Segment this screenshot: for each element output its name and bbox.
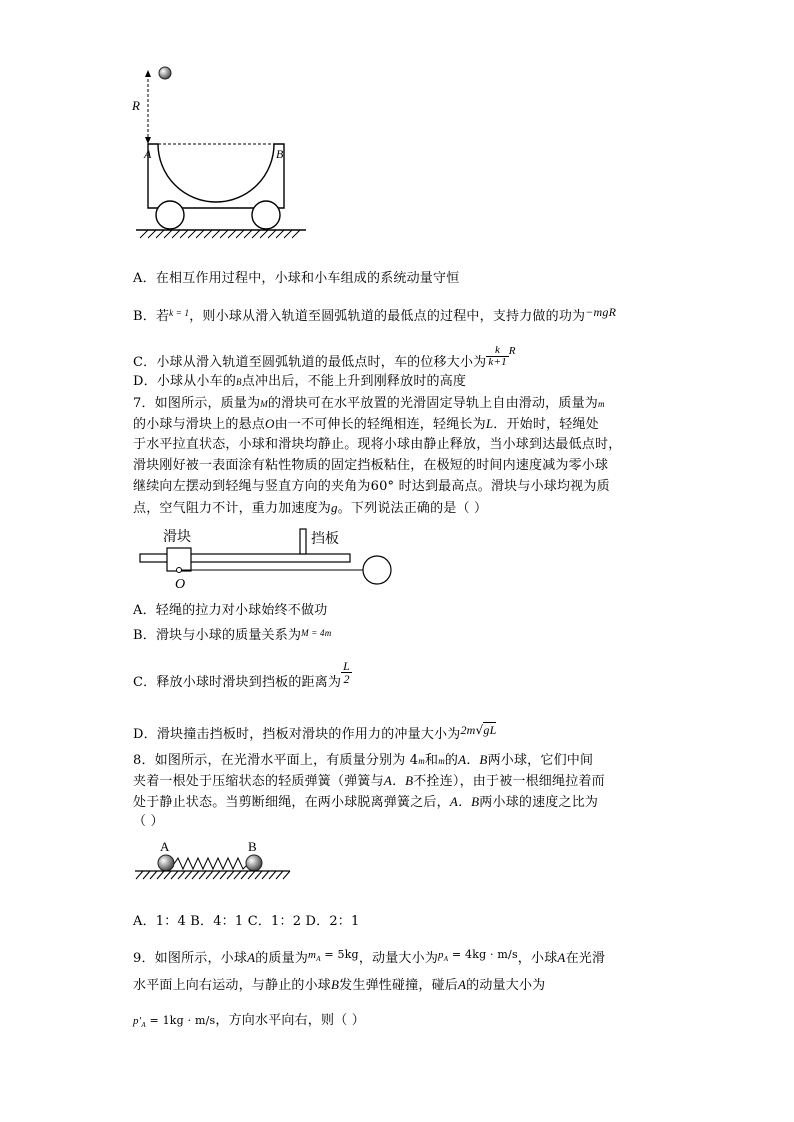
r-arrow-head-up <box>145 70 151 77</box>
q9-line-2-A: A <box>457 977 467 992</box>
q9-momentum-value: = 4kg · m/s <box>448 948 518 961</box>
q8-options: A．1：4 B．4：1 C．1：2 D．2：1 <box>133 914 360 929</box>
q8-line-1-c: 的 <box>444 753 459 768</box>
q6-option-d-pre: D．小球从小车的 <box>133 374 237 389</box>
q9-line-2 <box>133 976 545 995</box>
pivot-o <box>177 568 182 573</box>
cart-figure-svg <box>120 58 320 243</box>
q7-option-c-pre: C．释放小球时滑块到挡板的距离为 <box>133 675 342 690</box>
q9-line-2-a: 水平面上向右运动，与静止的小球 <box>133 978 332 993</box>
label-r: R <box>132 98 140 113</box>
falling-ball <box>159 67 171 79</box>
q8-line-1-m: m <box>418 756 425 766</box>
q6-option-c-pre: C．小球从滑入轨道至圆弧轨道的最低点时，车的位移大小为 <box>133 355 487 370</box>
q7-line-3: 于水平拉直状态，小球和滑块均静止。现将小球由静止释放，当小球到达最低点时， <box>133 437 622 452</box>
q7-option-d-val-a: 2m <box>460 723 476 737</box>
q6-option-c-frac <box>486 345 508 368</box>
label-ball-b: B <box>248 839 257 854</box>
q9-line-1-b: 的质量为 <box>255 951 309 966</box>
q9-line-3-b: ，方向水平向右，则（ ） <box>215 1013 365 1028</box>
q9-line-2-c: 的动量大小为 <box>466 978 546 993</box>
q7-line-2-b: 由一不可伸长的轻绳相连，轻绳长为 <box>274 417 486 432</box>
cart-body <box>148 144 284 208</box>
q9-mass-sub: A <box>316 955 321 964</box>
q6-option-b <box>133 303 616 326</box>
q7-line-4: 滑块刚好被一表面涂有粘性物质的固定挡板粘住，在极短的时间内速度减为零小球 <box>133 458 609 473</box>
q7-line-6-a: 点，空气阻力不计，重力加速度为 <box>133 501 332 516</box>
q6-option-c-r: R <box>508 345 516 357</box>
q9-line-3 <box>133 1012 365 1034</box>
spring-figure <box>130 838 300 888</box>
q9-momentum-after-sub: A <box>141 1021 146 1030</box>
q7-line-6-g: g <box>331 500 338 515</box>
q9-line-1-d: ，小球 <box>517 951 558 966</box>
cart-wheel-left <box>156 201 184 229</box>
q6-option-c-num: k <box>486 345 508 357</box>
q8-line-3 <box>133 793 598 812</box>
q9-momentum-symbol: p <box>438 949 444 961</box>
q8-line-2-b: 不拴连），由于被一根细绳拉着而 <box>413 774 605 789</box>
pendulum-ball <box>363 556 391 584</box>
q6-option-b-val: −mgR <box>585 305 617 319</box>
label-ball-a: A <box>160 839 170 854</box>
q7-option-b <box>133 624 331 645</box>
compressed-spring <box>174 858 248 869</box>
ball-a <box>158 855 174 871</box>
cart-figure <box>120 58 320 243</box>
q9-line-1-e: 在光滑 <box>565 951 606 966</box>
q9-line-1-a: 9．如图所示，小球 <box>133 951 248 966</box>
q8-line-1-m2: m <box>438 756 445 766</box>
q7-line-2-a: 的小球与滑块上的悬点 <box>133 417 266 432</box>
label-a: A <box>144 147 152 161</box>
spring-figure-svg <box>130 838 300 888</box>
q6-option-c-den: k+1 <box>488 356 507 368</box>
q8-line-1 <box>133 751 593 770</box>
q6-option-a: A．在相互作用过程中，小球和小车组成的系统动量守恒 <box>133 271 460 286</box>
sqrt-sign: √ <box>475 723 484 737</box>
q7-option-d-val-b: gL <box>483 723 497 737</box>
q7-line-2-l: L <box>485 416 494 431</box>
ground-hatch <box>140 230 300 238</box>
q7-line-1-m2: m <box>598 399 605 409</box>
q9-line-2-b: 发生弹性碰撞，碰后 <box>339 978 458 993</box>
q9-mass-value: = 5kg <box>320 948 359 961</box>
q8-line-1-d: 两小球，它们中间 <box>487 753 594 768</box>
q6-option-b-mid: ，则小球从滑入轨道至圆弧轨道的最低点的过程中，支持力做的功为 <box>189 309 586 324</box>
q9-momentum-after-value: = 1kg · m/s <box>145 1014 216 1027</box>
q8-line-3-a: 处于静止状态。当剪断细绳，在两小球脱离弹簧之后， <box>133 795 450 810</box>
surface-hatch <box>136 871 290 879</box>
label-board: 挡板 <box>311 531 339 547</box>
q9-line-1-A2: A <box>557 950 566 965</box>
q7-line-1-b: 的滑块可在水平放置的光滑固定导轨上自由滑动，质量为 <box>267 396 598 411</box>
q7-option-b-pre: B．滑块与小球的质量关系为 <box>133 628 302 643</box>
q7-line-5: 继续向左摆动到轻绳与竖直方向的夹角为60° 时达到最高点。滑块与小球均视为质 <box>133 479 610 494</box>
q8-line-1-ab: A．B <box>458 752 488 767</box>
q7-option-d-pre: D．滑块撞击挡板时，挡板对滑块的作用力的冲量大小为 <box>133 727 461 742</box>
q7-option-c-num: L <box>343 659 351 673</box>
q7-line-1 <box>133 395 605 413</box>
q6-option-b-pre: B．若 <box>133 309 170 324</box>
q9-momentum <box>438 948 518 964</box>
q6-option-d <box>133 373 466 391</box>
q8-line-1-b: 和 <box>424 753 439 768</box>
label-b: B <box>276 147 284 161</box>
q6-option-d-post: 点冲出后，不能上升到刚释放时的高度 <box>241 374 467 389</box>
q7-line-6 <box>133 499 487 518</box>
q9-mass-symbol: m <box>308 949 317 961</box>
q6-option-b-cond: k = 1 <box>169 308 190 318</box>
q7-line-2-o: O <box>265 416 275 431</box>
q9-momentum-sub: A <box>443 955 449 964</box>
slider-figure-svg <box>135 524 395 594</box>
q8-line-2-ab: A．B <box>383 773 414 788</box>
q7-line-1-a: 7．如图所示，质量为 <box>133 396 261 411</box>
q7-option-b-val: M = 4m <box>301 628 332 638</box>
label-o: O <box>175 577 186 592</box>
q7-line-1-m: M <box>260 399 268 409</box>
q8-line-3-ab: A．B <box>449 794 480 809</box>
q7-line-2-c: ．开始时，轻绳处 <box>493 417 599 432</box>
q7-option-d <box>133 721 496 744</box>
q9-line-2-B: B <box>331 977 340 992</box>
cart-wheel-right <box>252 201 280 229</box>
label-slider: 滑块 <box>163 529 191 545</box>
q8-line-3-b: 两小球的速度之比为 <box>479 795 599 810</box>
q7-option-c <box>133 655 352 701</box>
slider-figure <box>135 524 395 594</box>
q7-option-a: A．轻绳的拉力对小球始终不做功 <box>133 603 328 618</box>
q7-option-c-den: 2 <box>343 672 350 686</box>
q7-option-c-frac <box>341 660 352 685</box>
q8-line-2-a: 夹着一根处于压缩状态的轻质弹簧（弹簧与 <box>133 774 384 789</box>
q7-line-6-b: 。下列说法正确的是（ ） <box>337 501 488 516</box>
baffle-board <box>300 529 306 554</box>
q9-line-1-c: ，动量大小为 <box>358 951 439 966</box>
q9-line-1 <box>133 946 605 968</box>
q7-line-2 <box>133 415 599 434</box>
q6-option-d-b: B <box>236 377 242 387</box>
q8-line-2 <box>133 772 605 791</box>
q8-line-4: （ ） <box>133 814 164 829</box>
q9-mass <box>308 948 359 964</box>
q9-momentum-after <box>133 1014 216 1030</box>
q9-line-1-A: A <box>247 950 256 965</box>
r-arrow-head-down <box>145 137 151 144</box>
q9-momentum-after-symbol: p′ <box>133 1015 142 1027</box>
q8-line-1-a: 8．如图所示，在光滑水平面上，有质量分别为 4 <box>133 753 419 768</box>
ball-b <box>246 855 262 871</box>
